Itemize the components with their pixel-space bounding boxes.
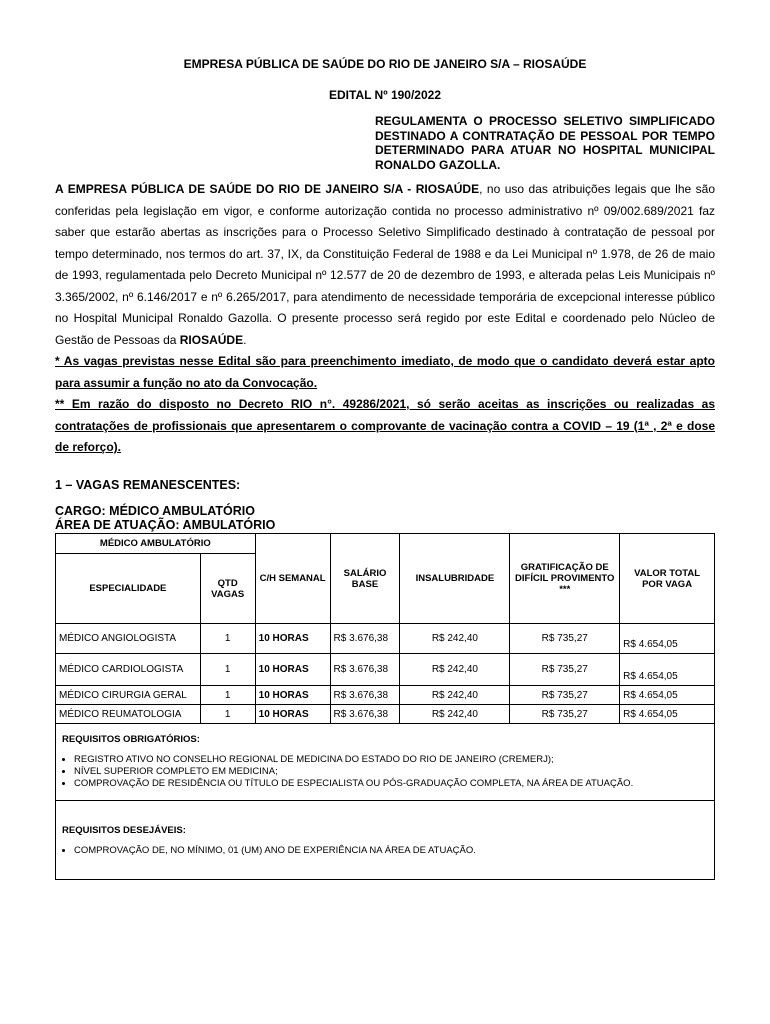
cell-insalubridade: R$ 242,40 — [400, 686, 510, 705]
vagas-table — [55, 533, 715, 880]
cell-gratificacao: R$ 735,27 — [510, 686, 620, 705]
header-insalubridade: INSALUBRIDADE — [400, 534, 510, 624]
cell-salario: R$ 3.676,38 — [330, 705, 400, 724]
intro-text: , no uso das atribuições legais que lhe são conferidas pela legislação em vigor, e conforme autorização contida no processo administrativo nº 09/002.689/2021 faz saber que estarão abertas as inscrições para o Processo Seletivo Simplificado destinado à contratação de pessoal por tempo determinado, nos termos do art. 37, IX, da Constituição Federal de 1988 e da Lei Municipal nº 1.978, de 26 de maio de 1993, regulamentada pelo Decreto Municipal nº 12.577 de 20 de dezembro de 1993, e alterada pelas Leis Municipais nº 3.365/2002, nº 6.146/2017 e nº 6.265/2017, para atendimento de necessidade temporária de excepcional interesse público no Hospital Municipal Ronaldo Gazolla. O presente processo será regido por este Edital e coordenado pelo Núcleo de Gestão de Pessoas da — [55, 182, 715, 347]
cell-ch: 10 HORAS — [255, 624, 330, 654]
cell-salario: R$ 3.676,38 — [330, 624, 400, 654]
list-item: • COMPROVAÇÃO DE RESIDÊNCIA OU TÍTULO DE ESPECIALISTA OU PÓS-GRADUAÇÃO COMPLETA, NA ÁREA DE ATUAÇÃO. — [74, 778, 708, 790]
cell-valor: R$ 4.654,05 — [620, 654, 715, 686]
req-obrig-title: REQUISITOS OBRIGATÓRIOS: — [62, 734, 200, 745]
list-item: • COMPROVAÇÃO DE, NO MÍNIMO, 01 (UM) ANO DE EXPERIÊNCIA NA ÁREA DE ATUAÇÃO. — [74, 845, 708, 857]
table-row — [56, 654, 715, 686]
cell-salario: R$ 3.676,38 — [330, 686, 400, 705]
intro-paragraph — [55, 179, 715, 351]
header-valor: VALOR TOTAL POR VAGA — [620, 534, 715, 624]
req-obrig-list — [62, 754, 708, 790]
table-row — [56, 624, 715, 654]
section-title: 1 – VAGAS REMANESCENTES: — [55, 478, 241, 492]
req-desej-list — [62, 845, 708, 857]
cell-ch: 10 HORAS — [255, 686, 330, 705]
cell-valor: R$ 4.654,05 — [620, 686, 715, 705]
organization-title: EMPRESA PÚBLICA DE SAÚDE DO RIO DE JANEIRO S/A – RIOSAÚDE — [183, 57, 587, 71]
cell-qtd: 1 — [200, 705, 255, 724]
cell-gratificacao: R$ 735,27 — [510, 654, 620, 686]
cell-especialidade: MÉDICO CIRURGIA GERAL — [56, 686, 201, 705]
cell-gratificacao: R$ 735,27 — [510, 705, 620, 724]
header-gratificacao-mark: *** — [559, 584, 571, 595]
divider — [56, 800, 714, 815]
cargo-block — [55, 504, 275, 532]
intro-end-bold: RIOSAÚDE — [179, 332, 244, 347]
intro-end: . — [243, 332, 247, 347]
cell-especialidade: MÉDICO ANGIOLOGISTA — [56, 624, 201, 654]
cell-ch: 10 HORAS — [255, 705, 330, 724]
cell-qtd: 1 — [200, 624, 255, 654]
req-desej-title: REQUISITOS DESEJÁVEIS: — [62, 825, 186, 836]
list-item: • NÍVEL SUPERIOR COMPLETO EM MEDICINA; — [74, 766, 708, 778]
cell-valor: R$ 4.654,05 — [620, 705, 715, 724]
intro-bold: A EMPRESA PÚBLICA DE SAÚDE DO RIO DE JANEIRO S/A - RIOSAÚDE — [55, 182, 480, 196]
cell-especialidade: MÉDICO CARDIOLOGISTA — [56, 654, 201, 686]
cell-insalubridade: R$ 242,40 — [400, 705, 510, 724]
cell-valor: R$ 4.654,05 — [620, 624, 715, 654]
header-gratificacao — [510, 534, 620, 624]
table-row — [56, 686, 715, 705]
cell-insalubridade: R$ 242,40 — [400, 654, 510, 686]
ementa: REGULAMENTA O PROCESSO SELETIVO SIMPLIFICADO DESTINADO A CONTRATAÇÃO DE PESSOAL POR TEMPO DETERMINADO PARA ATUAR NO HOSPITAL MUNICIPAL RONALDO GAZOLLA. — [375, 114, 715, 172]
list-item: • REGISTRO ATIVO NO CONSELHO REGIONAL DE MEDICINA DO ESTADO DO RIO DE JANEIRO (CREMERJ); — [74, 754, 708, 766]
area-label: ÁREA DE ATUAÇÃO: AMBULATÓRIO — [55, 518, 276, 532]
cell-salario: R$ 3.676,38 — [330, 654, 400, 686]
header-qtd: QTD VAGAS — [200, 554, 255, 624]
group-header: MÉDICO AMBULATÓRIO — [56, 534, 256, 554]
body-text — [55, 179, 715, 459]
spacer — [62, 857, 708, 871]
cell-insalubridade: R$ 242,40 — [400, 624, 510, 654]
header-ch: C/H SEMANAL — [255, 534, 330, 624]
cell-gratificacao: R$ 735,27 — [510, 624, 620, 654]
header-especialidade: ESPECIALIDADE — [56, 554, 201, 624]
table-row — [56, 705, 715, 724]
requirements-cell — [56, 724, 715, 880]
header-gratificacao-label: GRATIFICAÇÃO DE DIFÍCIL PROVIMENTO — [515, 562, 615, 584]
note-immediate-fill: * As vagas previstas nesse Edital são para preenchimento imediato, de modo que o candidato deverá estar apto para assumir a função no ato da Convocação. — [55, 354, 715, 390]
cell-qtd: 1 — [200, 686, 255, 705]
edital-number: EDITAL Nº 190/2022 — [329, 88, 441, 102]
cargo-label: CARGO: MÉDICO AMBULATÓRIO — [55, 504, 255, 518]
cell-qtd: 1 — [200, 654, 255, 686]
cell-ch: 10 HORAS — [255, 654, 330, 686]
cell-especialidade: MÉDICO REUMATOLOGIA — [56, 705, 201, 724]
header-salario: SALÁRIO BASE — [330, 534, 400, 624]
note-covid-vaccination: ** Em razão do disposto no Decreto RIO n°. 49286/2021, só serão aceitas as inscrições ou realizadas as contratações de profissionais que apresentarem o comprovante de vacinação contra a COVID – 19 (1ª , 2ª e dose de reforço). — [55, 397, 715, 454]
